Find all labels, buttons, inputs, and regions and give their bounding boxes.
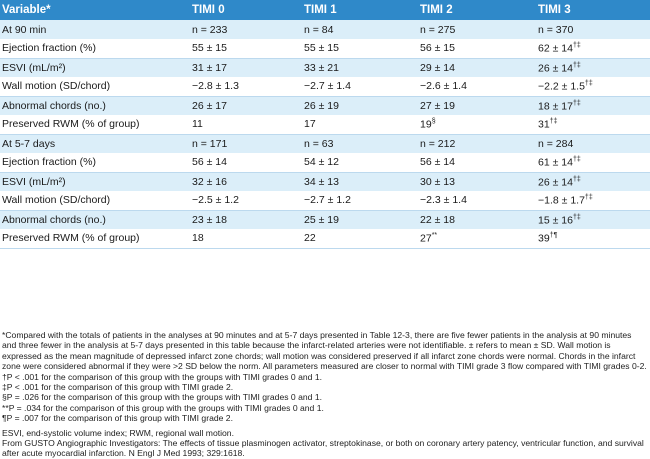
- table-cell: [302, 115, 418, 134]
- table-cell: [190, 39, 302, 58]
- table-row: [0, 172, 650, 191]
- cell-value: 30 ± 13: [420, 175, 455, 188]
- cell-value: 26 ± 14: [538, 62, 573, 74]
- cell-footnote-marker: †¶: [549, 232, 558, 239]
- table-cell: [190, 115, 302, 134]
- table-cell: [418, 191, 536, 210]
- table-row: [0, 134, 650, 153]
- cell-value: n = 212: [420, 137, 456, 150]
- table-cell: [302, 191, 418, 210]
- table-cell: [536, 39, 650, 58]
- cell-value: 23 ± 18: [192, 213, 227, 226]
- footnote-pilcrow: ¶P = .007 for the comparison of this group with TIMI grade 2.: [2, 413, 233, 424]
- row-label: ESVI (mL/m²): [2, 61, 66, 74]
- cell-value: 26 ± 14: [538, 176, 573, 188]
- cell-value: −2.8 ± 1.3: [192, 80, 239, 93]
- row-label: At 90 min: [2, 23, 47, 36]
- header-variable: Variable*: [2, 4, 51, 16]
- table-cell: [418, 153, 536, 172]
- cell-value: n = 171: [192, 137, 228, 150]
- table-cell: [418, 39, 536, 58]
- cell-value: 56 ± 14: [420, 156, 455, 169]
- cell-value: −1.8 ± 1.7: [538, 194, 585, 207]
- table-cell: [302, 134, 418, 153]
- table-cell: [190, 96, 302, 115]
- cell-value: −2.3 ± 1.4: [420, 194, 467, 207]
- table-row: [0, 153, 650, 172]
- footnote-double-asterisk: **P = .034 for the comparison of this group with the groups with TIMI grades 0 and 1.: [2, 402, 324, 413]
- table-cell: [418, 229, 536, 248]
- table-cell: [536, 172, 650, 191]
- cell-value: 56 ± 14: [192, 156, 227, 169]
- table-cell: [302, 58, 418, 77]
- cell-value: 18 ± 17: [538, 100, 573, 112]
- table-cell: [302, 96, 418, 115]
- table-cell: [418, 210, 536, 229]
- cell-value: −2.7 ± 1.2: [304, 194, 351, 207]
- cell-value: 27: [420, 232, 432, 245]
- table-row: [0, 210, 650, 229]
- cell-value: 17: [304, 118, 316, 131]
- cell-value: n = 63: [304, 137, 334, 150]
- table-cell: [536, 210, 650, 229]
- row-label: Wall motion (SD/chord): [0, 77, 190, 96]
- table-cell: [536, 77, 650, 96]
- cell-footnote-marker: †‡: [572, 99, 581, 107]
- row-label: At 5-7 days: [2, 137, 56, 150]
- table-cell: [302, 210, 418, 229]
- cell-value: 22 ± 18: [420, 213, 455, 226]
- row-label: Abnormal chords (no.): [2, 213, 106, 226]
- cell-footnote-marker: †‡: [572, 42, 581, 49]
- table-row: [0, 229, 650, 248]
- row-label: Wall motion (SD/chord): [0, 191, 190, 210]
- table-cell: [190, 210, 302, 229]
- cell-value: 33 ± 21: [304, 61, 339, 74]
- cell-value: 62 ± 14: [538, 42, 573, 55]
- cell-value: −2.5 ± 1.2: [192, 194, 239, 207]
- table-row: [0, 20, 650, 39]
- cell-value: 32 ± 16: [192, 175, 227, 188]
- cell-value: 55 ± 15: [192, 42, 227, 55]
- row-label: Ejection fraction (%): [0, 39, 190, 58]
- cell-value: 26 ± 19: [304, 99, 339, 112]
- cell-value: 61 ± 14: [538, 156, 573, 169]
- table-cell: [418, 115, 536, 134]
- cell-value: 31 ± 17: [192, 61, 227, 74]
- cell-value: n = 84: [304, 23, 334, 36]
- table-cell: [536, 96, 650, 115]
- cell-footnote-marker: †‡: [584, 194, 593, 201]
- row-label: Abnormal chords (no.): [2, 99, 106, 112]
- footnote-dagger: †P < .001 for the comparison of this group with the groups with TIMI grades 0 and 1.: [2, 371, 322, 382]
- header-timi3: TIMI 3: [538, 4, 571, 16]
- table-cell: [536, 229, 650, 248]
- cell-value: 34 ± 13: [304, 175, 339, 188]
- cell-footnote-marker: †‡: [549, 118, 558, 125]
- cell-footnote-marker: †‡: [572, 213, 581, 221]
- cell-value: n = 233: [192, 23, 228, 36]
- table-cell: [418, 20, 536, 39]
- cell-footnote-marker: †‡: [572, 156, 581, 163]
- cell-value: 29 ± 14: [420, 61, 455, 74]
- table-row: [0, 191, 650, 210]
- table-cell: [418, 134, 536, 153]
- table-cell: [536, 191, 650, 210]
- table-cell: [190, 172, 302, 191]
- table-cell: [190, 134, 302, 153]
- table-cell: [302, 77, 418, 96]
- table-cell: [302, 229, 418, 248]
- row-label: ESVI (mL/m²): [2, 175, 66, 188]
- table-cell: [418, 77, 536, 96]
- table-row: [0, 58, 650, 77]
- cell-value: 18: [192, 232, 204, 245]
- cell-value: 31: [538, 118, 550, 131]
- table-cell: [302, 153, 418, 172]
- cell-value: 11: [192, 118, 203, 131]
- cell-value: −2.2 ± 1.5: [538, 80, 585, 93]
- table-cell: [418, 96, 536, 115]
- cell-value: 39: [538, 232, 550, 245]
- cell-value: n = 284: [538, 137, 574, 150]
- cell-footnote-marker: †‡: [584, 80, 593, 87]
- abbreviations-note: ESVI, end-systolic volume index; RWM, regional wall motion.: [2, 427, 234, 438]
- cell-footnote-marker: †‡: [572, 61, 581, 69]
- row-label: Preserved RWM (% of group): [0, 229, 190, 248]
- cell-value: n = 370: [538, 23, 574, 36]
- header-timi1: TIMI 1: [304, 4, 337, 16]
- table-cell: [302, 39, 418, 58]
- table-cell: [190, 229, 302, 248]
- source-note: From GUSTO Angiographic Investigators: The effects of tissue plasminogen activator, streptokinase, or both on coronary artery patency, ventricular function, and survival after acute myocardial infarction. N Engl J Med 1993; 329:1618.: [2, 438, 644, 459]
- footnote-section: §P = .026 for the comparison of this group with the groups with TIMI grades 0 and 1.: [2, 392, 322, 403]
- table-cell: [536, 115, 650, 134]
- table-cell: [536, 134, 650, 153]
- header-timi2: TIMI 2: [420, 4, 453, 16]
- cell-value: −2.6 ± 1.4: [420, 80, 467, 93]
- cell-value: 26 ± 17: [192, 99, 227, 112]
- cell-value: 56 ± 15: [420, 42, 455, 55]
- cell-value: 22: [304, 232, 316, 245]
- cell-footnote-marker: §: [431, 118, 436, 125]
- table-footnotes: [2, 330, 648, 459]
- cell-value: 27 ± 19: [420, 99, 455, 112]
- table-cell: [418, 172, 536, 191]
- table-cell: [302, 20, 418, 39]
- table-cell: [190, 191, 302, 210]
- table-cell: [190, 77, 302, 96]
- table-row: [0, 77, 650, 96]
- cell-value: 54 ± 12: [304, 156, 339, 169]
- table-body: [0, 20, 650, 248]
- row-label: Preserved RWM (% of group): [0, 115, 190, 134]
- footnote-main: *Compared with the totals of patients in the analyses at 90 minutes and at 5-7 days presented in Table 12-3, there are five fewer patients in the analysis at 90 minutes and three fewer in the analysis at 5-7 days presented in this table because the infarct-related arteries were not identifiable. ± refers to mean ± SD. Wall motion is expressed as the mean magnitude of depressed infarct zone chords; wall motion was considered preserved if all infarct zone chords were normal. Chords in the infarct zone were considered abnormal if they were >2 SD below the norm. All parameters measured are closer to normal with TIMI grade 3 flow compared with TIMI grades 0-2.: [2, 330, 647, 372]
- table-row: [0, 115, 650, 134]
- table-cell: [536, 58, 650, 77]
- cell-value: 19: [420, 118, 432, 131]
- table-cell: [190, 58, 302, 77]
- table-cell: [302, 172, 418, 191]
- cell-value: n = 275: [420, 23, 456, 36]
- table-cell: [190, 20, 302, 39]
- footnote-double-dagger: ‡P < .001 for the comparison of this group with TIMI grade 2.: [2, 382, 234, 393]
- cell-value: 15 ± 16: [538, 214, 573, 226]
- table-cell: [190, 153, 302, 172]
- cell-footnote-marker: †‡: [572, 175, 581, 183]
- cell-footnote-marker: **: [431, 232, 438, 239]
- table-row: [0, 96, 650, 115]
- table-cell: [418, 58, 536, 77]
- cell-value: 25 ± 19: [304, 213, 339, 226]
- table-cell: [536, 153, 650, 172]
- header-timi0: TIMI 0: [192, 4, 225, 16]
- cell-value: 55 ± 15: [304, 42, 339, 55]
- table-header-row: [0, 0, 650, 20]
- row-label: Ejection fraction (%): [0, 153, 190, 172]
- table-cell: [536, 20, 650, 39]
- cell-value: −2.7 ± 1.4: [304, 80, 351, 93]
- table-row: [0, 39, 650, 58]
